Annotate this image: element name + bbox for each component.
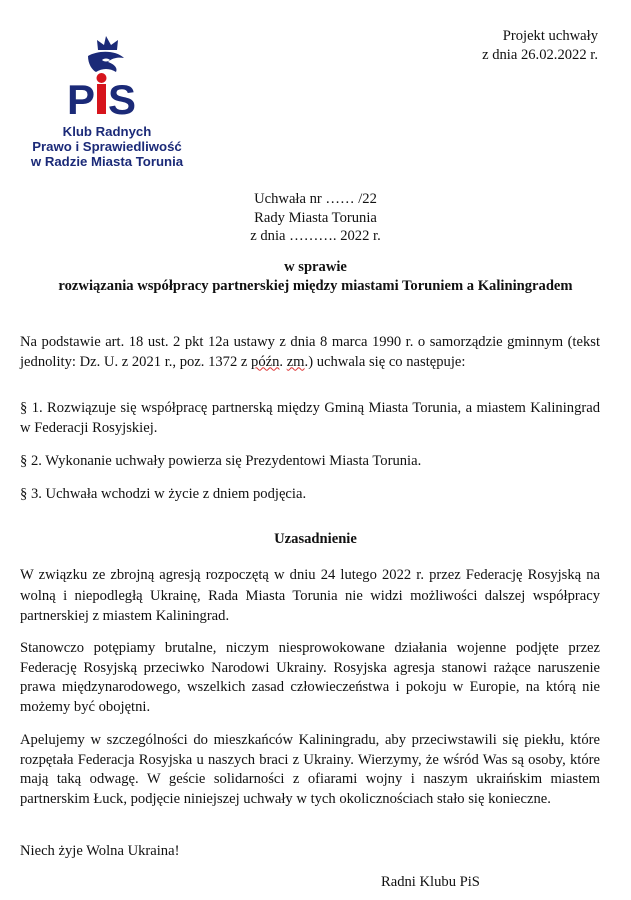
section-1: § 1. Rozwiązuje się współpracę partnerską między Gminą Miasta Torunia, a miastem Kaliningrad w Federacji Rosyjskiej. bbox=[20, 400, 600, 436]
justification-paragraph-3: Apelujemy w szczególności do mieszkańców Kaliningradu, aby przeciwstawili się piekłu, które rozpętała Federacja Rosyjska u naszych braci z Ukrainy. Wierzymy, że wśród Was są osoby, które mają taką odwagę. W geście solidarności z ofiarami wojny i naszym ukraińskim miastem partnerskim Łuck, podjęcie niniejszej uchwały w tych okolicznościach stało się konieczne. bbox=[20, 732, 600, 807]
pis-logo bbox=[14, 34, 200, 170]
justification-closing: Niech żyje Wolna Ukraina! bbox=[20, 843, 180, 859]
resolution-number: Uchwała nr …… /22 bbox=[254, 191, 377, 207]
logo-letter-i-stem bbox=[97, 84, 106, 114]
subject-title: rozwiązania współpracy partnerskiej między miastami Toruniem a Kaliningradem bbox=[58, 278, 573, 294]
section-2: § 2. Wykonanie uchwały powierza się Prezydentowi Miasta Torunia. bbox=[20, 453, 422, 469]
club-line-3: w Radzie Miasta Torunia bbox=[30, 154, 184, 170]
project-label bbox=[482, 27, 598, 65]
logo-letter-p: P bbox=[67, 76, 96, 120]
resolution-number-block bbox=[0, 190, 631, 246]
club-line-1: Klub Radnych bbox=[62, 124, 152, 139]
signature: Radni Klubu PiS bbox=[381, 874, 480, 890]
legal-basis: Na podstawie art. 18 ust. 2 pkt 12a ustawy z dnia 8 marca 1990 r. o samorządzie gminnym (tekst jednolity: Dz. U. z 2021 r., poz. 1372 z późn. zm.) uchwala się co następuje: bbox=[20, 334, 600, 370]
resolution-council: Rady Miasta Torunia bbox=[254, 209, 377, 226]
resolution-date: z dnia ………. 2022 r. bbox=[250, 228, 381, 245]
justification-paragraph-2: Stanowczo potępiamy brutalne, niczym niesprowokowane działania wojenne podjęte przez Federację Rosyjską przeciwko Narodowi Ukrainy. Rosyjska agresja stanowi rażące naruszenie prawa międzynarodowego, wszelkich zasad człowieczeństwa i pokoju w Europie, na którą nie możemy być obojętni. bbox=[20, 640, 600, 715]
project-date: z dnia 26.02.2022 r. bbox=[482, 47, 598, 63]
section-3: § 3. Uchwała wchodzi w życie z dniem podjęcia. bbox=[20, 486, 307, 502]
project-title: Projekt uchwały bbox=[502, 28, 598, 44]
eagle-crown-icon bbox=[58, 34, 154, 120]
justification-paragraph-1: W związku ze zbrojną agresją rozpoczętą w dniu 24 lutego 2022 r. przez Federację Rosyjską na wolną i niepodległą Ukrainę, Rada Miasta Torunia nie widzi możliwości dalszej współpracy partnerskiej z miastem Kaliningrad. bbox=[20, 567, 600, 624]
spellcheck-word: zm bbox=[286, 353, 305, 370]
club-name bbox=[14, 124, 200, 170]
logo-letter-i-dot bbox=[97, 73, 107, 83]
subject-intro: w sprawie bbox=[284, 259, 347, 275]
spellcheck-word: późn bbox=[251, 353, 280, 370]
club-line-2: Prawo i Sprawiedliwość bbox=[32, 139, 182, 155]
resolution-subject bbox=[0, 258, 631, 296]
logo-letter-s: S bbox=[108, 76, 137, 120]
justification-heading: Uzasadnienie bbox=[274, 531, 357, 547]
